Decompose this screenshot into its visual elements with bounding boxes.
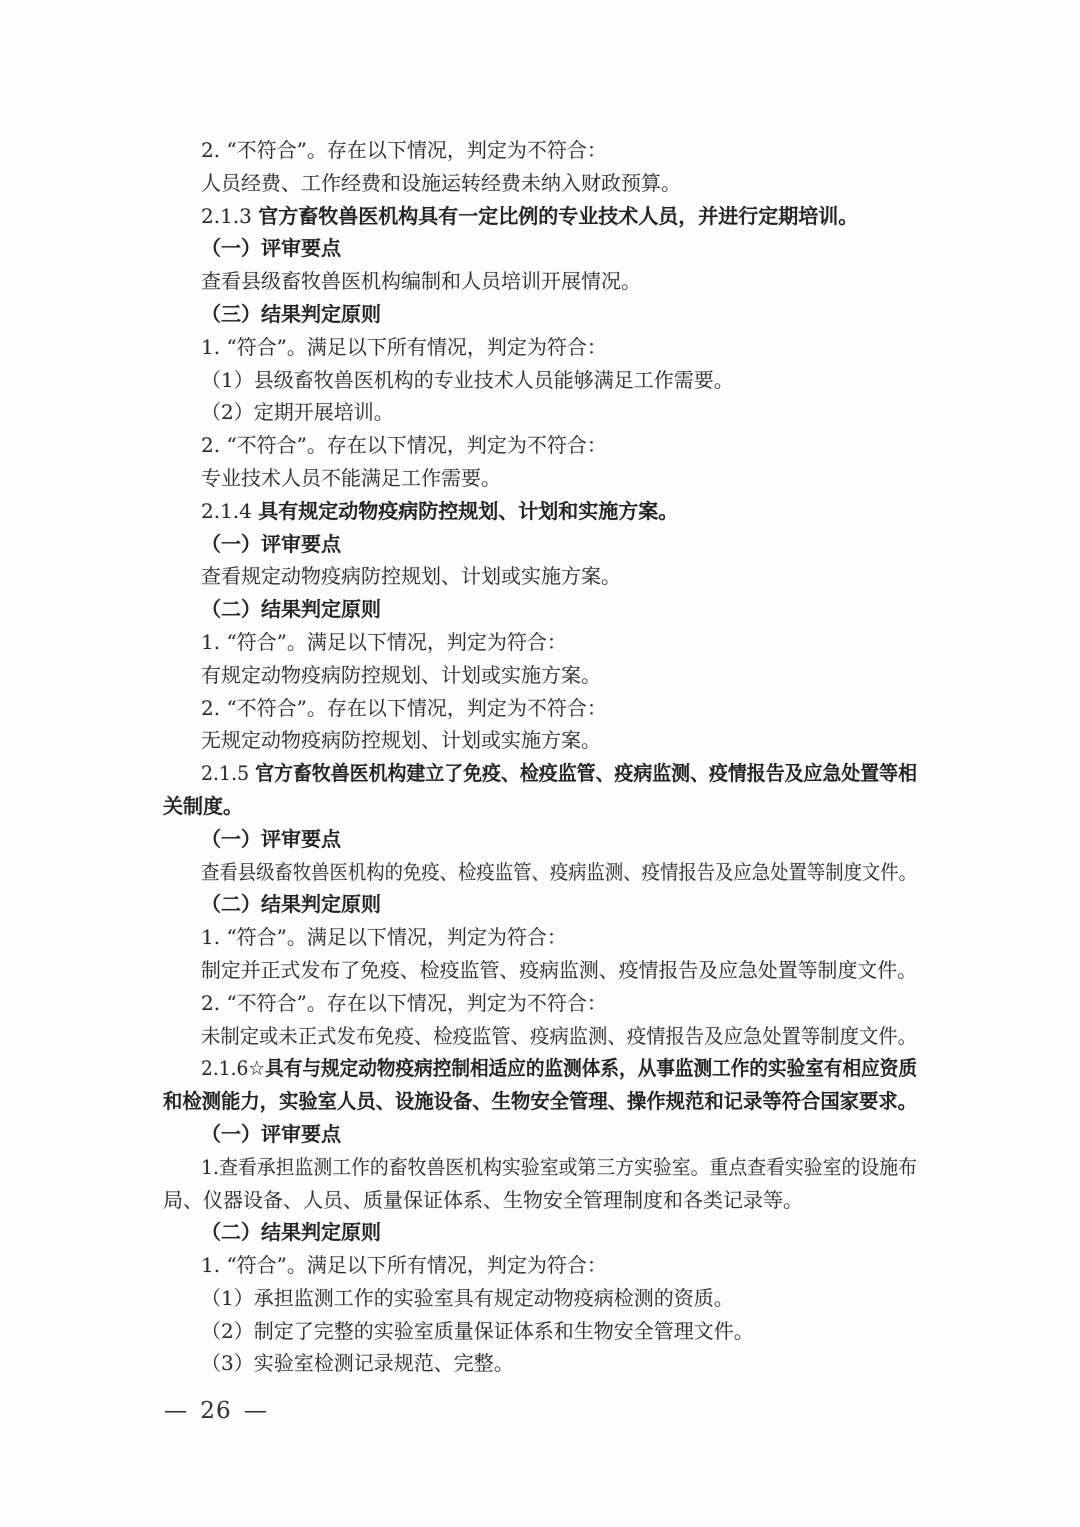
paragraph bbox=[163, 724, 917, 757]
paragraph bbox=[163, 265, 917, 298]
line-text bbox=[201, 495, 678, 529]
sub-heading bbox=[163, 232, 917, 265]
heading-text: 和检测能力，实验室人员、设施设备、生物安全管理、操作规范和记录等符合国家要求。 bbox=[163, 1091, 917, 1114]
heading-line bbox=[163, 1216, 917, 1249]
heading-line bbox=[163, 298, 917, 331]
heading-line bbox=[163, 888, 917, 921]
paragraph-line bbox=[163, 462, 917, 495]
paragraph-line bbox=[163, 331, 917, 364]
heading-text: （一）评审要点 bbox=[201, 238, 341, 261]
line-text: 无规定动物疫病防控规划、计划或实施方案。 bbox=[201, 728, 601, 753]
heading-line bbox=[163, 593, 917, 626]
section-number: 2.1.5 bbox=[201, 761, 256, 786]
line-text: 2. “不符合”。存在以下情况，判定为不符合： bbox=[201, 990, 607, 1015]
section-number: 2.1.6 bbox=[201, 1056, 249, 1081]
page-number: — 26 — bbox=[164, 1398, 268, 1424]
paragraph-line bbox=[163, 921, 917, 954]
heading-line bbox=[163, 1085, 917, 1118]
paragraph-line bbox=[163, 396, 917, 429]
line-text bbox=[201, 232, 341, 266]
heading-line bbox=[163, 528, 917, 561]
heading-text: （一）评审要点 bbox=[201, 533, 341, 556]
line-text: 制定并正式发布了免疫、检疫监管、疫病监测、疫情报告及应急处置等制度文件。 bbox=[201, 957, 917, 982]
paragraph bbox=[163, 1249, 917, 1282]
paragraph-line bbox=[163, 134, 917, 167]
line-text bbox=[163, 790, 243, 824]
heading-line bbox=[163, 1118, 917, 1151]
document-body bbox=[163, 134, 917, 1380]
paragraph bbox=[163, 659, 917, 692]
heading-text: 具有规定动物疫病防控规划、计划和实施方案。 bbox=[258, 500, 679, 523]
line-text: 2. “不符合”。存在以下情况，判定为不符合： bbox=[201, 695, 607, 720]
paragraph-line bbox=[163, 1184, 917, 1217]
sub-heading bbox=[163, 823, 917, 856]
line-text bbox=[201, 888, 381, 922]
paragraph-line bbox=[163, 265, 917, 298]
paragraph bbox=[163, 1151, 917, 1217]
line-text: 未制定或未正式发布免疫、检疫监管、疫病监测、疫情报告及应急处置等制度文件。 bbox=[201, 1023, 917, 1048]
paragraph bbox=[163, 692, 917, 725]
line-text: 1. “符合”。满足以下所有情况，判定为符合： bbox=[201, 1253, 607, 1278]
paragraph bbox=[163, 167, 917, 200]
section-number: 2.1.4 bbox=[201, 498, 259, 523]
paragraph-line bbox=[163, 1315, 917, 1348]
sub-heading bbox=[163, 593, 917, 626]
heading-line bbox=[163, 495, 917, 528]
paragraph bbox=[163, 987, 917, 1020]
heading-text: 官方畜牧兽医机构具有一定比例的专业技术人员，并进行定期培训。 bbox=[258, 205, 859, 228]
line-text: 查看县级畜牧兽医机构的免疫、检疫监管、疫病监测、疫情报告及应急处置等制度文件。 bbox=[201, 859, 917, 884]
paragraph-line bbox=[163, 1151, 917, 1184]
heading-text: （三）结果判定原则 bbox=[201, 303, 381, 326]
paragraph-line bbox=[163, 560, 917, 593]
section-heading bbox=[163, 1052, 917, 1118]
line-text: （2）定期开展培训。 bbox=[201, 400, 394, 425]
heading-line bbox=[163, 757, 917, 790]
line-text: 1. “符合”。满足以下所有情况，判定为符合： bbox=[201, 334, 607, 359]
sub-heading bbox=[163, 888, 917, 921]
paragraph bbox=[163, 134, 917, 167]
section-heading bbox=[163, 200, 917, 233]
line-text bbox=[201, 1052, 917, 1086]
heading-text: ☆具有与规定动物疫病控制相适应的监测体系，从事监测工作的实验室有相应资质 bbox=[248, 1058, 917, 1081]
paragraph-line bbox=[163, 429, 917, 462]
line-text: 查看县级畜牧兽医机构编制和人员培训开展情况。 bbox=[201, 269, 641, 294]
heading-line bbox=[163, 200, 917, 233]
paragraph-line bbox=[163, 1347, 917, 1380]
sub-heading bbox=[163, 1216, 917, 1249]
paragraph bbox=[163, 921, 917, 954]
sub-heading bbox=[163, 528, 917, 561]
paragraph bbox=[163, 1020, 917, 1053]
heading-line bbox=[163, 790, 917, 823]
line-text bbox=[201, 528, 341, 562]
heading-text: 关制度。 bbox=[163, 795, 243, 818]
paragraph bbox=[163, 1282, 917, 1315]
sub-heading bbox=[163, 298, 917, 331]
heading-line bbox=[163, 823, 917, 856]
line-text: 查看规定动物疫病防控规划、计划或实施方案。 bbox=[201, 564, 621, 589]
paragraph-line bbox=[163, 167, 917, 200]
heading-text: （二）结果判定原则 bbox=[201, 599, 381, 622]
heading-text: （二）结果判定原则 bbox=[201, 894, 381, 917]
paragraph bbox=[163, 429, 917, 462]
section-heading bbox=[163, 757, 917, 823]
section-heading bbox=[163, 495, 917, 528]
paragraph-line bbox=[163, 856, 917, 889]
paragraph bbox=[163, 1347, 917, 1380]
paragraph-line bbox=[163, 626, 917, 659]
paragraph bbox=[163, 954, 917, 987]
heading-text: 官方畜牧兽医机构建立了免疫、检疫监管、疫病监测、疫情报告及应急处置等相 bbox=[255, 763, 917, 786]
paragraph-line bbox=[163, 692, 917, 725]
sub-heading bbox=[163, 1118, 917, 1151]
paragraph-line bbox=[163, 954, 917, 987]
paragraph-line bbox=[163, 1282, 917, 1315]
line-text: 2. “不符合”。存在以下情况，判定为不符合： bbox=[201, 433, 607, 458]
line-text: 2. “不符合”。存在以下情况，判定为不符合： bbox=[201, 138, 607, 162]
paragraph-line bbox=[163, 1020, 917, 1053]
line-text bbox=[201, 757, 917, 791]
heading-line bbox=[163, 1052, 917, 1085]
paragraph bbox=[163, 856, 917, 889]
line-text bbox=[163, 1085, 917, 1119]
heading-line bbox=[163, 232, 917, 265]
line-text: 有规定动物疫病防控规划、计划或实施方案。 bbox=[201, 662, 601, 687]
paragraph bbox=[163, 626, 917, 659]
paragraph-line bbox=[163, 1249, 917, 1282]
page-footer bbox=[164, 1398, 268, 1424]
line-text bbox=[201, 298, 381, 332]
paragraph bbox=[163, 364, 917, 397]
line-text: 局、仪器设备、人员、质量保证体系、生物安全管理制度和各类记录等。 bbox=[163, 1187, 803, 1212]
section-number: 2.1.3 bbox=[201, 203, 259, 228]
line-text: （2）制定了完整的实验室质量保证体系和生物安全管理文件。 bbox=[201, 1318, 754, 1343]
paragraph bbox=[163, 331, 917, 364]
heading-text: （二）结果判定原则 bbox=[201, 1222, 381, 1245]
line-text bbox=[201, 1216, 381, 1250]
line-text bbox=[201, 823, 341, 857]
paragraph bbox=[163, 560, 917, 593]
paragraph-line bbox=[163, 659, 917, 692]
paragraph bbox=[163, 462, 917, 495]
heading-text: （一）评审要点 bbox=[201, 828, 341, 851]
paragraph-line bbox=[163, 987, 917, 1020]
paragraph-line bbox=[163, 724, 917, 757]
paragraph-line bbox=[163, 364, 917, 397]
line-text bbox=[201, 1118, 341, 1152]
paragraph bbox=[163, 396, 917, 429]
paragraph bbox=[163, 1315, 917, 1348]
line-text: （1）承担监测工作的实验室具有规定动物疫病检测的资质。 bbox=[201, 1285, 734, 1310]
line-text: 人员经费、工作经费和设施运转经费未纳入财政预算。 bbox=[201, 170, 681, 195]
line-text: 1. “符合”。满足以下情况，判定为符合： bbox=[201, 629, 567, 654]
line-text: 1. “符合”。满足以下情况，判定为符合： bbox=[201, 925, 567, 950]
line-text: （1）县级畜牧兽医机构的专业技术人员能够满足工作需要。 bbox=[201, 367, 734, 392]
line-text: （3）实验室检测记录规范、完整。 bbox=[201, 1351, 514, 1376]
line-text: 专业技术人员不能满足工作需要。 bbox=[201, 465, 501, 490]
line-text bbox=[201, 200, 858, 234]
line-text bbox=[201, 593, 381, 627]
heading-text: （一）评审要点 bbox=[201, 1123, 341, 1146]
line-text: 1.查看承担监测工作的畜牧兽医机构实验室或第三方实验室。重点查看实验室的设施布 bbox=[201, 1154, 917, 1179]
